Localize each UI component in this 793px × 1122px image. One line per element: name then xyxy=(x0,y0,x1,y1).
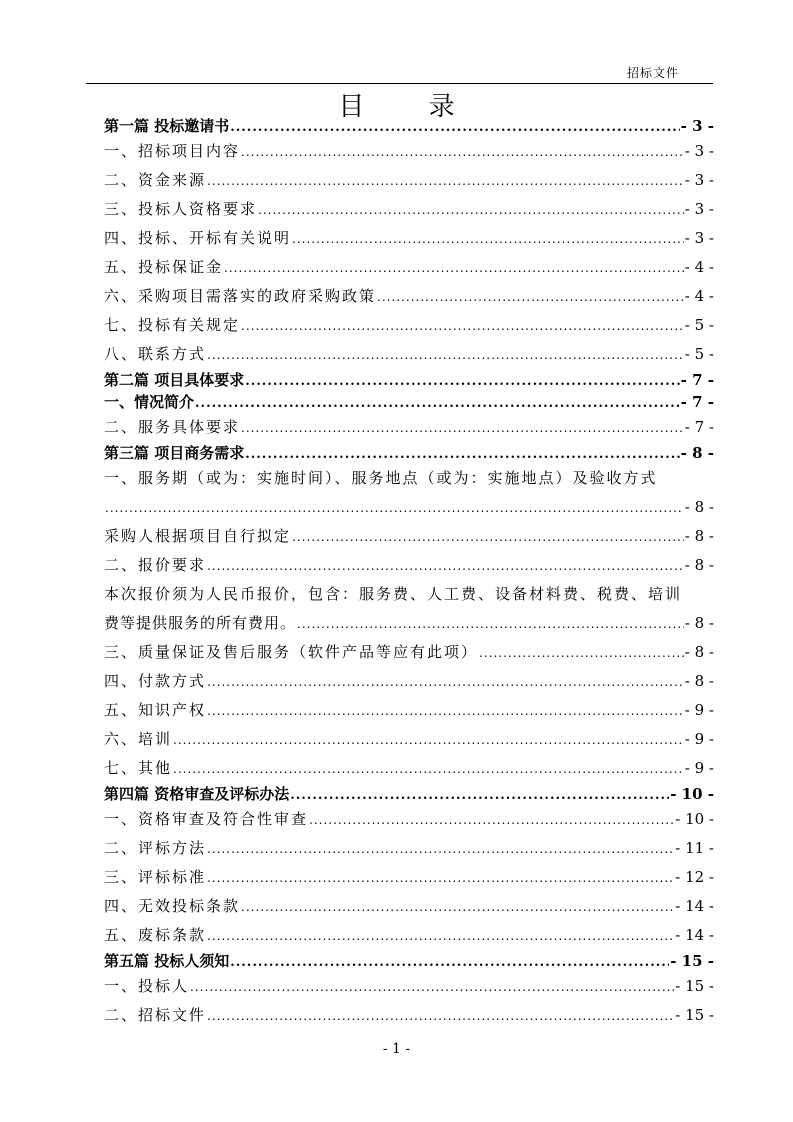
toc-entry[interactable] xyxy=(104,950,714,972)
toc-leader-dots xyxy=(173,755,684,783)
toc-entry[interactable] xyxy=(104,413,714,442)
running-header: 招标文件 xyxy=(627,66,680,80)
toc-page-number: - 9 - xyxy=(684,701,714,719)
toc-entry-label: 第二篇 项目具体要求 xyxy=(104,371,245,389)
toc-page-number: - 4 - xyxy=(684,258,714,276)
toc-entry[interactable] xyxy=(104,783,714,805)
toc-entry-label: 四、投标、开标有关说明 xyxy=(104,229,292,247)
toc-page-number: - 3 - xyxy=(684,200,714,218)
toc-leader-dots xyxy=(207,167,684,195)
toc-page-number: - 9 - xyxy=(684,759,714,777)
page-title: 目 录 xyxy=(338,92,483,122)
toc-leader-dots xyxy=(479,639,684,667)
toc-page-number: - 8 - xyxy=(684,498,714,516)
toc-entry[interactable] xyxy=(104,311,714,340)
toc-leader-dots xyxy=(207,922,674,950)
toc-entry-label: 本次报价须为人民币报价，包含：服务费、人工费、设备材料费、税费、培训 xyxy=(104,585,683,603)
toc-leader-dots xyxy=(241,138,684,166)
toc-entry-label: 五、废标条款 xyxy=(104,926,207,944)
toc-page-number: - 4 - xyxy=(684,287,714,305)
toc-page-number: - 5 - xyxy=(684,316,714,334)
toc-entry[interactable] xyxy=(104,442,714,464)
toc-page-number: - 3 - xyxy=(684,142,714,160)
toc-entry[interactable] xyxy=(104,1001,714,1030)
toc-entry-label: 七、其他 xyxy=(104,759,173,777)
toc-entry[interactable] xyxy=(104,493,714,522)
toc-page-number: - 9 - xyxy=(684,730,714,748)
toc-entry-label: 第三篇 项目商务需求 xyxy=(104,444,245,462)
toc-entry-label: 二、服务具体要求 xyxy=(104,418,241,436)
toc-entry-label: 一、服务期（或为：实施时间）、服务地点（或为：实施地点）及验收方式 xyxy=(104,469,658,487)
toc-leader-dots xyxy=(377,283,684,311)
toc-page-number: - 3 - xyxy=(680,117,714,135)
toc-page-number: - 8 - xyxy=(680,444,714,462)
toc-leader-dots xyxy=(207,835,674,863)
toc-entry-label: 四、无效投标条款 xyxy=(104,897,241,915)
toc-page-number: - 8 - xyxy=(684,614,714,632)
toc-entry-label: 二、报价要求 xyxy=(104,556,207,574)
toc-page-number: - 8 - xyxy=(684,643,714,661)
toc-leader-dots xyxy=(207,1002,674,1030)
toc-entry-label: 八、联系方式 xyxy=(104,345,207,363)
toc-entry-label: 三、投标人资格要求 xyxy=(104,200,258,218)
toc-entry[interactable] xyxy=(104,369,714,391)
toc-entry[interactable] xyxy=(104,195,714,224)
toc-entry-label: 第一篇 投标邀请书 xyxy=(104,117,230,135)
toc-entry[interactable] xyxy=(104,282,714,311)
table-of-contents xyxy=(104,115,714,1030)
toc-leader-dots xyxy=(207,668,684,696)
toc-leader-dots xyxy=(207,341,684,369)
toc-page-number: - 15 - xyxy=(675,1006,714,1024)
toc-page-number: - 15 - xyxy=(670,952,714,970)
toc-page-number: - 14 - xyxy=(675,897,714,915)
toc-page-number: - 7 - xyxy=(680,393,714,411)
toc-leader-dots xyxy=(241,312,684,340)
toc-page-number: - 8 - xyxy=(684,672,714,690)
toc-entry-label: 六、培训 xyxy=(104,730,173,748)
toc-entry[interactable] xyxy=(104,725,714,754)
toc-entry[interactable] xyxy=(104,754,714,783)
toc-entry-label: 一、招标项目内容 xyxy=(104,142,241,160)
toc-entry-label: 第四篇 资格审查及评标办法 xyxy=(104,785,290,803)
toc-page-number: - 14 - xyxy=(675,926,714,944)
toc-leader-dots xyxy=(190,973,674,1001)
toc-entry[interactable] xyxy=(104,464,714,493)
toc-leader-dots xyxy=(245,444,679,464)
toc-entry[interactable] xyxy=(104,115,714,137)
toc-leader-dots xyxy=(292,523,684,551)
toc-leader-dots xyxy=(230,952,669,972)
toc-entry[interactable] xyxy=(104,696,714,725)
toc-entry[interactable] xyxy=(104,921,714,950)
toc-entry-label: 三、评标标准 xyxy=(104,868,207,886)
toc-page-number: - 3 - xyxy=(684,229,714,247)
toc-entry[interactable] xyxy=(104,137,714,166)
toc-page-number: - 7 - xyxy=(684,418,714,436)
toc-leader-dots xyxy=(297,610,684,638)
toc-leader-dots xyxy=(224,254,684,282)
toc-page-number: - 8 - xyxy=(684,527,714,545)
toc-page-number: - 7 - xyxy=(680,371,714,389)
toc-entry[interactable] xyxy=(104,805,714,834)
toc-entry-label: 采购人根据项目自行拟定 xyxy=(104,527,292,545)
header-rule xyxy=(86,83,713,84)
toc-entry-label: 六、采购项目需落实的政府采购政策 xyxy=(104,287,377,305)
toc-entry[interactable] xyxy=(104,340,714,369)
toc-entry-label: 二、评标方法 xyxy=(104,839,207,857)
toc-leader-dots xyxy=(207,697,684,725)
toc-leader-dots xyxy=(245,371,679,391)
toc-entry-label: 七、投标有关规定 xyxy=(104,316,241,334)
toc-leader-dots xyxy=(207,864,674,892)
page-number: - 1 - xyxy=(382,1041,411,1057)
toc-leader-dots xyxy=(195,393,680,413)
toc-entry[interactable] xyxy=(104,391,714,413)
toc-entry[interactable] xyxy=(104,551,714,580)
toc-entry[interactable] xyxy=(104,166,714,195)
toc-entry[interactable] xyxy=(104,609,714,638)
toc-entry[interactable] xyxy=(104,863,714,892)
toc-page-number: - 11 - xyxy=(675,839,714,857)
toc-leader-dots xyxy=(258,196,684,224)
toc-entry[interactable] xyxy=(104,638,714,667)
toc-page-number: - 8 - xyxy=(684,556,714,574)
toc-entry-label: 二、资金来源 xyxy=(104,171,207,189)
toc-page-number: - 3 - xyxy=(684,171,714,189)
toc-entry[interactable] xyxy=(104,224,714,253)
toc-entry-label: 费等提供服务的所有费用。 xyxy=(104,614,297,632)
toc-entry[interactable] xyxy=(104,972,714,1001)
toc-leader-dots xyxy=(230,117,679,137)
toc-leader-dots xyxy=(241,893,674,921)
toc-entry-label: 一、情况简介 xyxy=(104,393,195,411)
toc-entry[interactable] xyxy=(104,834,714,863)
toc-leader-dots xyxy=(207,552,684,580)
toc-leader-dots xyxy=(241,414,684,442)
toc-entry-label: 五、知识产权 xyxy=(104,701,207,719)
toc-entry[interactable] xyxy=(104,892,714,921)
toc-entry-label: 一、资格审查及符合性审查 xyxy=(104,810,309,828)
toc-leader-dots xyxy=(173,726,684,754)
toc-page-number: - 15 - xyxy=(675,977,714,995)
toc-entry[interactable] xyxy=(104,580,714,609)
toc-leader-dots xyxy=(292,225,684,253)
toc-entry-label: 二、招标文件 xyxy=(104,1006,207,1024)
toc-page-number: - 10 - xyxy=(675,810,714,828)
toc-leader-dots xyxy=(309,806,674,834)
toc-page-number: - 12 - xyxy=(675,868,714,886)
toc-entry-label: 第五篇 投标人须知 xyxy=(104,952,230,970)
toc-entry-label: 三、质量保证及售后服务（软件产品等应有此项） xyxy=(104,643,479,661)
toc-entry[interactable] xyxy=(104,522,714,551)
toc-leader-dots xyxy=(290,785,669,805)
toc-entry-label: 一、投标人 xyxy=(104,977,190,995)
toc-entry[interactable] xyxy=(104,667,714,696)
toc-entry[interactable] xyxy=(104,253,714,282)
toc-page-number: - 10 - xyxy=(670,785,714,803)
toc-entry-label: 五、投标保证金 xyxy=(104,258,224,276)
toc-entry-label: 四、付款方式 xyxy=(104,672,207,690)
toc-page-number: - 5 - xyxy=(684,345,714,363)
toc-leader-dots xyxy=(105,494,684,522)
